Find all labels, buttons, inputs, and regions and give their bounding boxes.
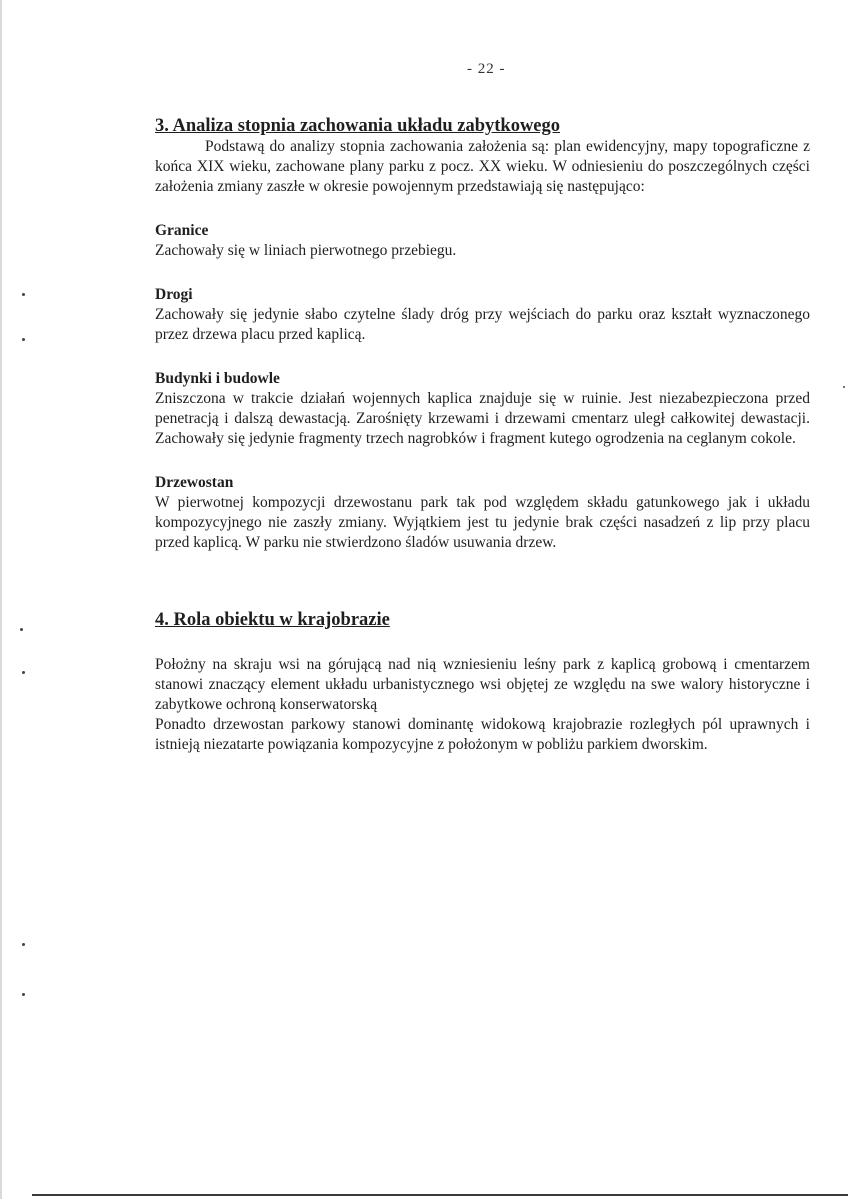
section-3-heading: 3. Analiza stopnia zachowania układu zabytkowego [155, 116, 561, 136]
drzewostan-heading: Drzewostan [155, 474, 234, 491]
scan-speck [22, 993, 25, 996]
scan-speck [22, 671, 25, 674]
drogi-heading: Drogi [155, 286, 193, 303]
page-number: - 22 - [467, 61, 506, 77]
scan-speck [22, 943, 25, 946]
section-4-heading: 4. Rola obiektu w krajobrazie [155, 610, 390, 630]
section-4-paragraph-2: Ponadto drzewostan parkowy stanowi dominantę widokową krajobrazie rozległych pól uprawnych i istnieją niezatarte powiązania kompozycyjne z położonym w pobliżu parkiem dworskim. [155, 716, 810, 753]
section-3-intro: Podstawą do analizy stopnia zachowania założenia są: plan ewidencyjny, mapy topograficzne z końca XIX wieku, zachowane plany parku z pocz. XX wieku. W odniesieniu do poszczególnych części założenia zmiany zaszłe w okresie powojennym przedstawiają się następująco: [155, 138, 810, 195]
scan-bottom-edge [32, 1194, 848, 1196]
scan-speck [20, 628, 23, 631]
scan-speck [22, 338, 25, 341]
scan-speck [22, 293, 25, 296]
section-4-paragraph-1: Położny na skraju wsi na górującą nad nią wzniesieniu leśny park z kaplicą grobową i cmentarzem stanowi znaczący element układu urbanistycznego wsi objętej ze względu na swe walory historyczne i zabytkowe ochroną konserwatorską [155, 656, 810, 713]
drzewostan-text: W pierwotnej kompozycji drzewostanu park tak pod względem składu gatunkowego jak i układu kompozycyjnego nie zaszły zmiany. Wyjątkiem jest tu jedynie brak części nasadzeń z lip przy placu przed kaplicą. W parku nie stwierdzono śladów usuwania drzew. [155, 494, 810, 551]
granice-text: Zachowały się w liniach pierwotnego przebiegu. [155, 242, 457, 259]
budynki-heading: Budynki i budowle [155, 370, 280, 387]
drogi-text: Zachowały się jedynie słabo czytelne ślady dróg przy wejściach do parku oraz kształt wyznaczonego przez drzewa placu przed kaplicą. [155, 306, 810, 343]
page-content [155, 115, 810, 755]
granice-heading: Granice [155, 222, 209, 239]
budynki-text: Zniszczona w trakcie działań wojennych kaplica znajduje się w ruinie. Jest niezabezpieczona przed penetracją i dalszą dewastacją. Zarośnięty krzewami i drzewami cmentarz uległ całkowitej dewastacji. Zachowały się jedynie fragmenty trzech nagrobków i fragment kutego ogrodzenia na ceglanym cokole. [155, 390, 810, 447]
scan-speck [843, 386, 845, 388]
scan-edge [0, 0, 2, 1199]
